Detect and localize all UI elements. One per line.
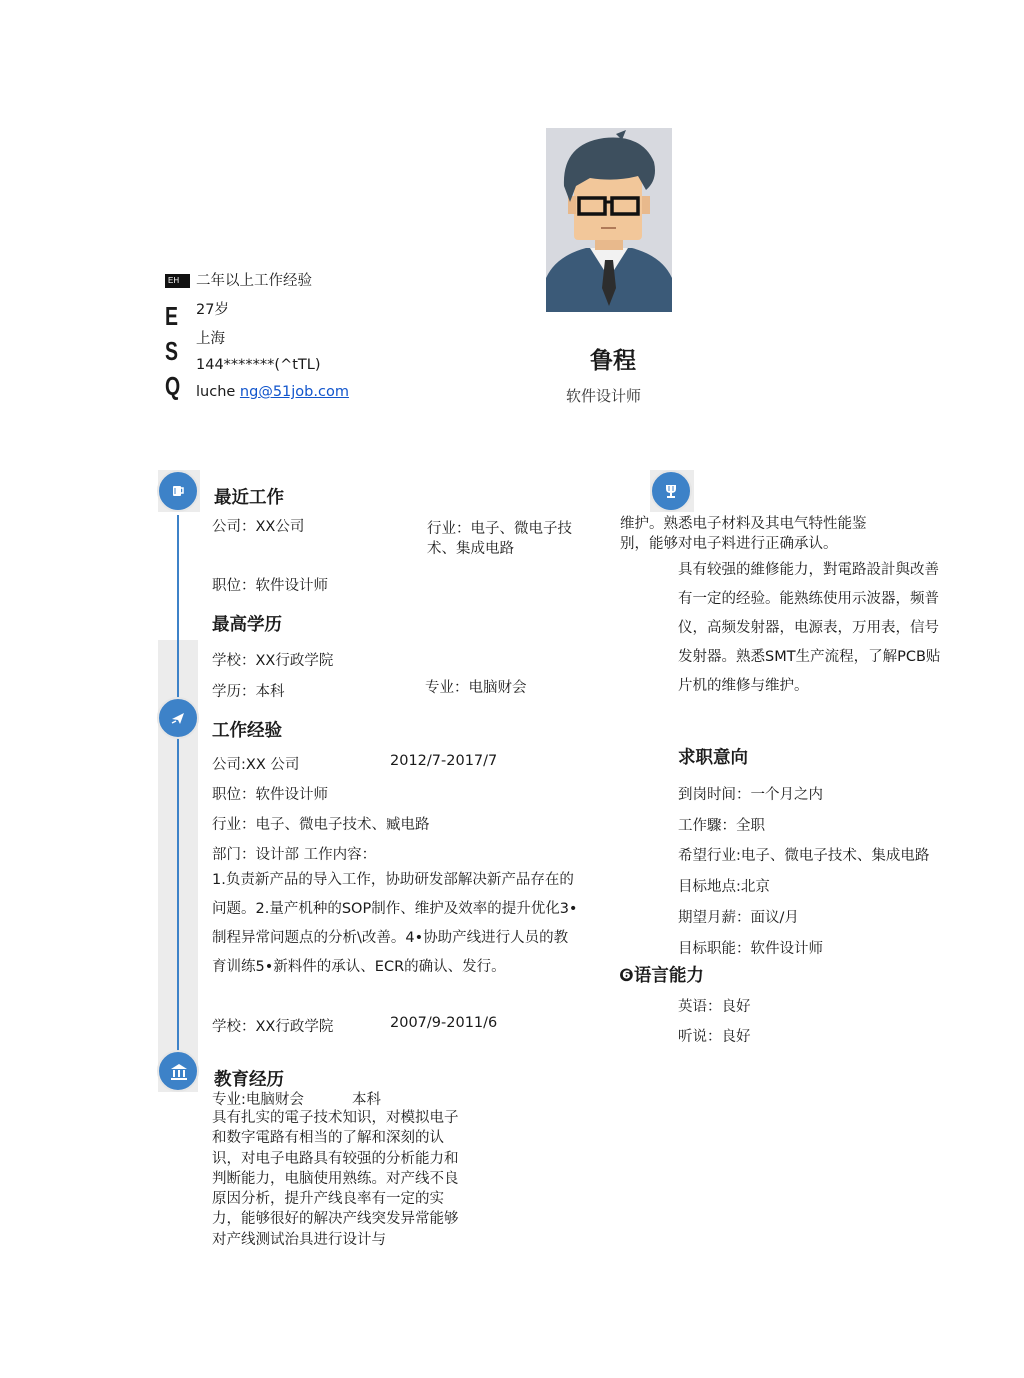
highest-school: 学校：XX行政学院 [212, 653, 334, 669]
education-degree: 本科 [352, 1092, 381, 1108]
phone: 144*******(^tTL) [196, 357, 321, 373]
recent-industry: 行业：电子、微电子技术、集成电路 [427, 521, 572, 558]
intention-work-type: 工作驟：全职 [678, 818, 765, 834]
side-letter-s: S [165, 336, 179, 366]
city: 上海 [196, 331, 225, 347]
airplane-icon [157, 697, 199, 739]
work-industry: 行业：电子、微电子技术、臧电路 [212, 817, 430, 833]
intention-industry: 希望行业:电子、微电子技术、集成电路 [678, 848, 930, 864]
mug-icon [157, 470, 199, 512]
experience-years: 二年以上工作经验 [196, 273, 312, 289]
email-prefix: luche [196, 384, 240, 400]
recent-work-heading: 最近工作 [214, 488, 284, 508]
education-heading: 教育经历 [214, 1070, 284, 1090]
work-position: 职位：软件设计师 [212, 787, 328, 803]
highest-degree: 学历：本科 [212, 684, 285, 700]
language-heading: ❻语言能力 [619, 966, 704, 986]
work-school: 学校：XX行政学院 [212, 1019, 334, 1035]
trophy-icon [650, 470, 692, 512]
education-description: 具有扎实的電子技术知识，对模拟电子和数字電路有相当的了解和深刻的认识，对电子电路具有较强的分析能力和判断能力，电脑使用熟练。对产线不良原因分析，提升产线良率有一定的实力，能够很好的解决产线突发异常能够对产线测试治具进行设计与 [212, 1110, 459, 1248]
highest-education-heading: 最高学历 [212, 615, 282, 635]
timeline-line [177, 515, 179, 1065]
skills-text: 具有较强的維修能力，對電路設計與改善有一定的经验。能熟练使用示波器，频普仪，高频发射器，电源表，万用表，信号发射器。熟悉SMT生产流程，了解PCB贴片机的维修与维护。 [678, 562, 941, 694]
work-school-period: 2007/9-2011/6 [390, 1015, 498, 1031]
job-intention-heading: 求职意向 [678, 748, 748, 768]
intention-salary: 期望月薪：面议/月 [678, 910, 799, 926]
experience-badge: EH [165, 274, 190, 288]
work-description: 1.负责新产品的导入工作，协助研发部解决新产品存在的问题。2.量产机种的SOP制作、维护及效率的提升优化3•制程异常问题点的分析\改善。4•协助产线进行人员的教育训练5•新料件的承认、ECR的确认、发行。 [212, 872, 578, 975]
language-listening: 听说：良好 [678, 1029, 751, 1045]
side-letter-e: E [165, 301, 179, 331]
side-letter-q: Q [165, 371, 181, 401]
bank-icon [157, 1050, 199, 1092]
work-department: 部门：设计部 工作内容： [212, 847, 377, 863]
intention-arrival: 到岗时间：一个月之内 [678, 787, 823, 803]
email [196, 384, 349, 400]
intention-function: 目标职能：软件设计师 [678, 941, 823, 957]
avatar-illustration [546, 128, 672, 312]
recent-position: 职位：软件设计师 [212, 578, 328, 594]
email-link[interactable]: ng@51job.com [239, 384, 349, 400]
work-experience-heading: 工作经验 [212, 721, 282, 741]
candidate-name: 鲁程 [590, 348, 636, 374]
intention-location: 目标地点:北京 [678, 879, 770, 895]
education-major: 专业:电脑财会 [212, 1092, 304, 1108]
language-english: 英语：良好 [678, 999, 751, 1015]
skills-continued: 维护。熟悉电子材料及其电气特性能鉴别，能够对电子料进行正确承认。 [620, 516, 867, 553]
highest-major: 专业：电脑财会 [425, 680, 527, 696]
work-period: 2012/7-2017/7 [390, 753, 498, 769]
work-company: 公司:XX 公司 [212, 757, 300, 773]
age: 27岁 [196, 302, 229, 318]
recent-company: 公司：XX公司 [212, 519, 305, 535]
candidate-title: 软件设计师 [566, 387, 642, 405]
